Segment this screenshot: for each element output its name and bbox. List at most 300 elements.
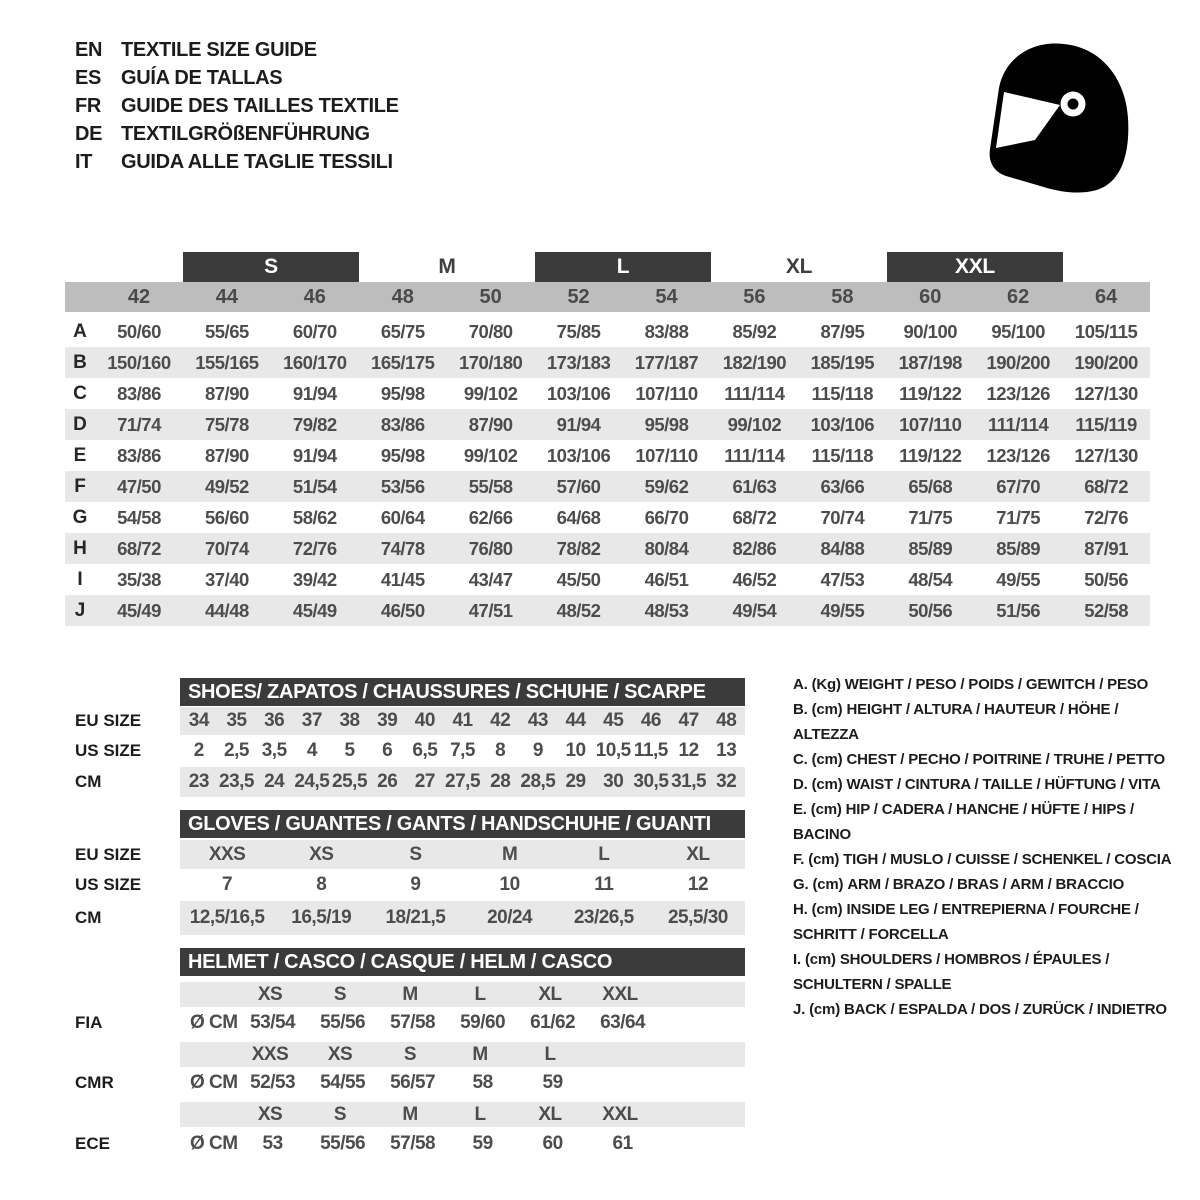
section-row-label: US SIZE — [75, 741, 142, 760]
gloves-value-cell: 18/21,5 — [385, 907, 446, 928]
size-cell: 49/54 — [732, 599, 777, 621]
size-cell: 65/68 — [908, 475, 953, 497]
shoes-value-cell: 13 — [716, 740, 737, 761]
shoes-value-cell: 37 — [301, 710, 322, 731]
helmet-value-cell: 55/56 — [320, 1132, 366, 1154]
size-cell: 95/98 — [380, 382, 425, 404]
numeric-size-header: 48 — [391, 285, 414, 308]
shoes-value-cell: 25,5 — [332, 771, 368, 792]
helmet-value-cell: 57/58 — [390, 1011, 436, 1033]
legend-item-g — [793, 872, 1178, 897]
shoes-value-cell: 30,5 — [633, 771, 669, 792]
size-cell: 103/106 — [810, 413, 875, 435]
legend-item-a — [793, 672, 1178, 697]
shoes-value-cell: 10,5 — [595, 740, 631, 761]
legend-unit: (Kg) — [811, 676, 841, 693]
helmet-size-band — [180, 1102, 745, 1127]
helmet-value-cell: 59 — [472, 1132, 493, 1154]
helmet-unit-spacer — [180, 982, 235, 1007]
legend-key: J. — [793, 1001, 806, 1018]
shoes-value-cell: 10 — [565, 740, 586, 761]
size-cell: 173/183 — [546, 351, 611, 373]
size-cell: 75/78 — [204, 413, 249, 435]
gloves-value-cell: 9 — [410, 874, 421, 895]
size-cell: 68/72 — [732, 506, 777, 528]
size-cell: 190/200 — [986, 351, 1050, 373]
num-row-spacer — [65, 282, 95, 312]
size-cell: 95/98 — [644, 413, 689, 435]
numeric-size-header: 46 — [303, 285, 326, 308]
legend-text: BACK / ESPALDA / DOS / ZURÜCK / INDIETRO — [844, 1001, 1167, 1018]
size-cell: 46/52 — [732, 568, 777, 590]
shoes-value-cell: 27,5 — [445, 771, 481, 792]
helmet-size-header: M — [402, 983, 418, 1005]
shoes-value-band — [180, 707, 745, 735]
gloves-value-cell: XXS — [208, 843, 246, 865]
section-row-label: CM — [75, 772, 102, 791]
size-cell: 187/198 — [898, 351, 962, 373]
size-cell: 79/82 — [292, 413, 337, 435]
helmet-size-header: M — [472, 1043, 488, 1065]
size-cell: 85/92 — [732, 320, 777, 342]
row-label: B — [73, 351, 87, 373]
table-row-j — [65, 595, 1150, 626]
helmet-value-cell: 60 — [542, 1132, 563, 1154]
size-group-xxl: XXL — [887, 252, 1063, 282]
helmet-band-filler — [655, 1102, 745, 1127]
gloves-value-cell: 7 — [222, 874, 233, 895]
size-cell: 62/66 — [468, 506, 513, 528]
size-cell: 46/51 — [644, 568, 689, 590]
size-cell: 103/106 — [546, 444, 611, 466]
language-title-list — [75, 36, 399, 176]
shoes-value-cell: 9 — [532, 740, 543, 761]
size-cell: 87/90 — [204, 382, 249, 404]
helmet-unit-cell: Ø CM — [190, 1011, 238, 1033]
size-cell: 80/84 — [644, 537, 689, 559]
helmet-standard-label: CMR — [75, 1072, 114, 1092]
size-cell: 60/64 — [380, 506, 425, 528]
gloves-value-cell: 12 — [687, 874, 709, 895]
size-cell: 49/55 — [996, 568, 1041, 590]
legend-unit: (cm) — [809, 1001, 840, 1018]
section-row-label: EU SIZE — [75, 711, 142, 730]
helmet-unit-cell: Ø CM — [190, 1071, 238, 1093]
shoes-value-cell: 44 — [565, 710, 586, 731]
legend-key: F. — [793, 851, 805, 868]
legend-key: D. — [793, 776, 808, 793]
row-label: D — [73, 413, 87, 435]
size-cell: 95/100 — [991, 320, 1045, 342]
legend-item-h — [793, 897, 1178, 947]
legend-unit: (cm) — [804, 951, 836, 968]
size-cell: 107/110 — [635, 382, 698, 404]
size-cell: 103/106 — [546, 382, 611, 404]
helmet-size-header: XS — [327, 1043, 353, 1065]
size-cell: 54/58 — [117, 506, 161, 528]
numeric-size-header: 50 — [479, 285, 502, 308]
numeric-size-header: 56 — [743, 285, 766, 308]
shoes-value-cell: 42 — [490, 710, 511, 731]
shoes-value-cell: 7,5 — [450, 740, 475, 761]
helmet-value-cell: 53 — [262, 1132, 283, 1154]
helmet-value-cell: 61 — [612, 1132, 633, 1154]
gloves-value-band — [180, 840, 745, 869]
row-label: C — [73, 382, 87, 404]
size-cell: 182/190 — [722, 351, 787, 373]
helmet-band-filler — [588, 1067, 745, 1098]
table-row-b — [65, 347, 1150, 378]
size-cell: 74/78 — [380, 537, 425, 559]
helmet-value-cell: 59 — [542, 1071, 563, 1093]
table-row-g — [65, 502, 1150, 533]
size-cell: 170/180 — [458, 351, 523, 373]
shoes-value-cell: 39 — [377, 710, 398, 731]
size-group-s: S — [183, 252, 359, 282]
gloves-value-cell: 20/24 — [487, 907, 533, 928]
shoes-value-cell: 43 — [527, 710, 548, 731]
size-cell: 37/40 — [204, 568, 249, 590]
size-cell: 83/86 — [380, 413, 425, 435]
legend-key: E. — [793, 801, 807, 818]
numeric-size-header: 54 — [655, 285, 678, 308]
size-cell: 39/42 — [292, 568, 337, 590]
helmet-value-cell: 56/57 — [390, 1071, 436, 1093]
gloves-value-cell: XL — [686, 843, 710, 865]
legend-item-j — [793, 997, 1178, 1022]
shoes-value-cell: 8 — [495, 740, 506, 761]
helmet-value-cell: 58 — [472, 1071, 493, 1093]
helmet-size-header: S — [403, 1043, 417, 1065]
row-label: H — [73, 537, 87, 559]
shoes-value-cell: 47 — [678, 710, 699, 731]
size-cell: 43/47 — [468, 568, 513, 590]
helmet-value-cell: 55/56 — [320, 1011, 366, 1033]
helmet-cmr-sizes-row — [65, 1042, 1150, 1067]
shoes-value-cell: 3,5 — [261, 740, 287, 761]
size-group-xl: XL — [785, 255, 813, 278]
size-cell: 76/80 — [468, 537, 513, 559]
shoes-value-cell: 12 — [678, 740, 699, 761]
helmet-band-filler — [655, 982, 745, 1007]
shoes-value-cell: 26 — [377, 771, 398, 792]
language-title: TEXTILE SIZE GUIDE — [121, 38, 317, 61]
size-cell: 48/54 — [908, 568, 953, 590]
row-label: I — [77, 568, 83, 590]
size-cell: 44/48 — [204, 599, 249, 621]
size-cell: 85/89 — [996, 537, 1041, 559]
size-cell: 45/50 — [556, 568, 601, 590]
gloves-value-band — [180, 901, 745, 935]
group-row-spacer — [1063, 252, 1150, 282]
gloves-table-title: GLOVES / GUANTES / GANTS / HANDSCHUHE / GUANTI — [180, 810, 745, 838]
shoes-value-cell: 2,5 — [224, 740, 249, 761]
numeric-size-header: 58 — [831, 285, 854, 308]
size-cell: 49/55 — [820, 599, 865, 621]
shoes-value-cell: 2 — [193, 740, 204, 761]
helmet-unit-spacer — [180, 1102, 235, 1127]
size-cell: 48/52 — [556, 599, 601, 621]
size-cell: 63/66 — [820, 475, 865, 497]
legend-item-d — [793, 772, 1178, 797]
size-cell: 83/86 — [117, 444, 161, 466]
numeric-size-header: 62 — [1007, 285, 1030, 308]
helmet-size-header: XL — [538, 1103, 562, 1125]
gloves-value-cell: XS — [309, 843, 334, 865]
legend-unit: (cm) — [811, 701, 843, 718]
size-cell: 185/195 — [810, 351, 875, 373]
size-cell: 82/86 — [732, 537, 777, 559]
helmet-size-header: S — [333, 983, 347, 1005]
gloves-value-cell: 10 — [499, 874, 520, 895]
section-row-label: EU SIZE — [75, 844, 142, 864]
helmet-value-cell: 54/55 — [320, 1071, 366, 1093]
size-cell: 150/160 — [107, 351, 171, 373]
legend-unit: (cm) — [812, 876, 844, 893]
size-cell: 91/94 — [292, 444, 337, 466]
size-cell: 111/114 — [724, 444, 785, 466]
section-row-label: US SIZE — [75, 875, 142, 894]
helmet-size-band — [180, 982, 745, 1007]
size-cell: 127/130 — [1074, 444, 1138, 466]
size-cell: 72/76 — [292, 537, 337, 559]
helmet-size-header: XS — [257, 1103, 283, 1125]
legend-unit: (cm) — [811, 751, 843, 768]
row-label: A — [73, 320, 87, 342]
row-label: G — [72, 506, 88, 528]
numeric-size-header: 64 — [1094, 285, 1118, 308]
size-cell: 46/50 — [380, 599, 425, 621]
size-cell: 87/90 — [204, 444, 249, 466]
size-cell: 160/170 — [283, 351, 347, 373]
size-cell: 51/56 — [996, 599, 1041, 621]
size-cell: 67/70 — [996, 475, 1041, 497]
main-size-table-body — [65, 316, 1150, 626]
group-row-spacer — [65, 252, 183, 282]
size-cell: 115/119 — [1075, 413, 1137, 435]
helmet-unit-cell: Ø CM — [190, 1132, 238, 1154]
helmet-standard-label: FIA — [75, 1012, 103, 1032]
size-cell: 48/53 — [644, 599, 689, 621]
size-cell: 87/91 — [1084, 537, 1128, 559]
main-size-table — [65, 252, 1150, 626]
shoes-value-cell: 38 — [339, 710, 360, 731]
legend-item-c — [793, 747, 1178, 772]
shoes-value-cell: 27 — [414, 771, 435, 792]
measurement-legend — [793, 672, 1178, 1022]
legend-item-b — [793, 697, 1178, 747]
gloves-value-cell: 23/26,5 — [573, 907, 634, 928]
size-cell: 55/65 — [204, 320, 249, 342]
helmet-value-band — [180, 1007, 745, 1038]
language-line-fr — [75, 92, 399, 120]
size-cell: 47/53 — [820, 568, 865, 590]
language-title: GUIDE DES TAILLES TEXTILE — [121, 94, 399, 117]
helmet-size-band — [180, 1042, 745, 1067]
language-line-es — [75, 64, 399, 92]
size-cell: 68/72 — [1084, 475, 1128, 497]
racing-helmet-icon — [980, 38, 1135, 206]
numeric-size-header: 44 — [215, 285, 238, 308]
legend-text: CHEST / PECHO / POITRINE / TRUHE / PETTO — [846, 751, 1165, 768]
helmet-value-cell: 59/60 — [460, 1011, 506, 1033]
gloves-value-cell: 25,5/30 — [667, 907, 728, 928]
shoes-value-cell: 23,5 — [219, 771, 254, 792]
size-cell: 155/165 — [195, 351, 259, 373]
size-cell: 47/50 — [117, 475, 161, 497]
size-cell: 55/58 — [468, 475, 513, 497]
shoes-value-band — [180, 767, 745, 797]
table-row-d — [65, 409, 1150, 440]
size-cell: 99/102 — [727, 413, 782, 435]
helmet-value-cell: 61/62 — [530, 1011, 576, 1033]
size-cell: 50/60 — [117, 320, 161, 342]
numeric-size-header: 60 — [919, 285, 942, 308]
size-cell: 95/98 — [380, 444, 425, 466]
table-row-i — [65, 564, 1150, 595]
shoes-value-cell: 6,5 — [412, 740, 438, 761]
size-cell: 51/54 — [292, 475, 337, 497]
helmet-size-header: XXL — [602, 1103, 638, 1125]
shoes-value-cell: 31,5 — [671, 771, 707, 792]
size-cell: 64/68 — [556, 506, 601, 528]
shoes-value-cell: 32 — [716, 771, 737, 792]
numeric-size-header: 42 — [127, 285, 151, 308]
legend-text: TIGH / MUSLO / CUISSE / SCHENKEL / COSCIA — [843, 851, 1172, 868]
numeric-size-header-row — [65, 282, 1150, 312]
helmet-value-cell: 52/53 — [250, 1071, 296, 1093]
language-title: TEXTILGRÖßENFÜHRUNG — [121, 122, 370, 145]
helmet-size-header: L — [474, 983, 486, 1005]
size-cell: 65/75 — [380, 320, 425, 342]
helmet-value-band — [180, 1067, 745, 1098]
helmet-value-cell: 63/64 — [600, 1011, 646, 1033]
size-cell: 35/38 — [117, 568, 161, 590]
legend-key: C. — [793, 751, 808, 768]
size-cell: 47/51 — [468, 599, 513, 621]
size-cell: 41/45 — [380, 568, 425, 590]
size-cell: 57/60 — [556, 475, 601, 497]
size-cell: 78/82 — [556, 537, 601, 559]
helmet-value-cell: 57/58 — [390, 1132, 436, 1154]
helmet-value-cell: 53/54 — [250, 1011, 296, 1033]
legend-item-i — [793, 947, 1178, 997]
shoes-table-title: SHOES/ ZAPATOS / CHAUSSURES / SCHUHE / SCARPE — [180, 678, 745, 706]
size-cell: 70/80 — [468, 320, 513, 342]
legend-unit: (cm) — [811, 776, 843, 793]
table-row-e — [65, 440, 1150, 471]
language-line-en — [75, 36, 399, 64]
helmet-ece-sizes-row — [65, 1102, 1150, 1127]
legend-key: I. — [793, 951, 801, 968]
size-cell: 70/74 — [820, 506, 865, 528]
size-cell: 45/49 — [292, 599, 337, 621]
legend-text: SHOULDERS / HOMBROS / ÉPAULES / SCHULTERN / SPALLE — [793, 951, 1110, 993]
shoes-value-cell: 36 — [264, 710, 285, 731]
legend-key: B. — [793, 701, 808, 718]
size-cell: 91/94 — [292, 382, 337, 404]
legend-text: WAIST / CINTURA / TAILLE / HÜFTUNG / VITA — [846, 776, 1161, 793]
shoes-value-cell: 6 — [382, 740, 393, 761]
helmet-size-header: XS — [257, 983, 283, 1005]
legend-text: HEIGHT / ALTURA / HAUTEUR / HÖHE / ALTEZZA — [793, 701, 1119, 743]
helmet-band-filler — [658, 1127, 745, 1160]
size-cell: 50/56 — [908, 599, 953, 621]
row-label: J — [74, 599, 86, 621]
shoes-value-cell: 48 — [716, 710, 737, 731]
size-cell: 87/90 — [468, 413, 513, 435]
legend-key: G. — [793, 876, 809, 893]
legend-unit: (cm) — [808, 851, 840, 868]
size-cell: 123/126 — [986, 444, 1050, 466]
size-cell: 61/63 — [732, 475, 777, 497]
size-cell: 49/52 — [204, 475, 249, 497]
size-group-l: L — [535, 252, 711, 282]
numeric-size-header: 52 — [567, 285, 590, 308]
size-cell: 70/74 — [204, 537, 249, 559]
language-line-it — [75, 148, 399, 176]
table-row-h — [65, 533, 1150, 564]
size-cell: 68/72 — [117, 537, 161, 559]
size-cell: 71/74 — [117, 413, 161, 435]
size-cell: 50/56 — [1084, 568, 1128, 590]
size-cell: 71/75 — [908, 506, 953, 528]
language-title: GUÍA DE TALLAS — [121, 66, 283, 89]
size-cell: 52/58 — [1084, 599, 1128, 621]
size-cell: 111/114 — [988, 413, 1049, 435]
size-cell: 53/56 — [380, 475, 425, 497]
helmet-standard-label: ECE — [75, 1133, 110, 1153]
size-cell: 165/175 — [371, 351, 435, 373]
legend-key: A. — [793, 676, 808, 693]
language-line-de — [75, 120, 399, 148]
language-code: IT — [75, 150, 93, 173]
gloves-value-cell: L — [598, 843, 610, 865]
language-code: EN — [75, 38, 103, 61]
size-cell: 71/75 — [996, 506, 1041, 528]
helmet-ece-vals-row — [65, 1127, 1150, 1160]
legend-key: H. — [793, 901, 808, 918]
shoes-value-cell: 41 — [452, 710, 473, 731]
size-cell: 107/110 — [635, 444, 698, 466]
size-cell: 190/200 — [1074, 351, 1138, 373]
size-cell: 56/60 — [204, 506, 249, 528]
legend-text: WEIGHT / PESO / POIDS / GEWITCH / PESO — [844, 676, 1149, 693]
size-cell: 111/114 — [724, 382, 785, 404]
table-row-f — [65, 471, 1150, 502]
section-row-label: CM — [75, 908, 102, 927]
shoes-value-cell: 30 — [603, 771, 624, 792]
language-code: DE — [75, 122, 103, 145]
language-code: FR — [75, 94, 102, 117]
size-cell: 45/49 — [117, 599, 161, 621]
shoes-value-cell: 4 — [306, 740, 317, 761]
helmet-size-header: XXS — [251, 1043, 289, 1065]
size-cell: 99/102 — [463, 444, 518, 466]
gloves-value-cell: 11 — [594, 874, 614, 895]
table-row-c — [65, 378, 1150, 409]
shoes-value-cell: 29 — [565, 771, 586, 792]
size-cell: 84/88 — [820, 537, 865, 559]
size-cell: 59/62 — [644, 475, 689, 497]
gloves-value-cell: 8 — [316, 874, 327, 895]
size-cell: 105/115 — [1074, 320, 1138, 342]
size-group-header-row — [65, 252, 1150, 282]
shoes-value-cell: 5 — [344, 740, 355, 761]
size-cell: 85/89 — [908, 537, 953, 559]
shoes-value-cell: 28 — [490, 771, 511, 792]
gloves-value-cell: 12,5/16,5 — [189, 907, 265, 928]
